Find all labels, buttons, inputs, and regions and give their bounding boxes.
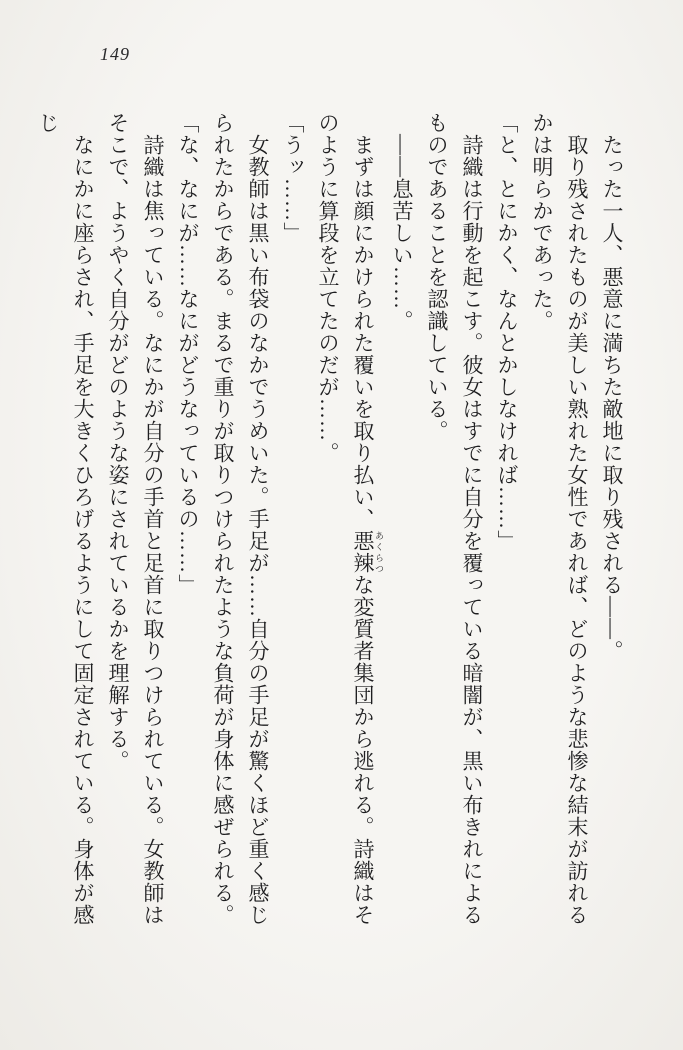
- paragraph: ——息苦しい……。: [390, 134, 414, 332]
- paragraph: まずは顔にかけられた覆いを取り払い、悪辣 あくらつな変質者集団から逃れる。詩織はそのように算段を立てたのだが……。: [316, 112, 384, 926]
- paragraph: 女教師は黒い布袋のなかでうめいた。手足が……自分の手足が驚くほど重く感じられたからである。まるで重りが取りつけられたような負荷が身体に感ぜられる。: [211, 112, 270, 926]
- paragraph: たった一人、悪意に満ちた敵地に取り残される——。: [600, 134, 624, 662]
- furigana-text: あくらつ: [374, 530, 384, 574]
- paragraph: 取り残されたものが美しい熟れた女性であれば、どのような悲惨な結末が訪れるかは明らかであった。: [530, 112, 589, 926]
- page-number: 149: [100, 44, 130, 64]
- paragraph: 「と、とにかく、なんとかしなければ……」: [495, 112, 519, 552]
- paragraph: 「な、なにが……なにがどうなっているの……」: [176, 112, 200, 596]
- paragraph: 「うッ……」: [281, 112, 305, 244]
- furigana-ruby: 悪辣 あくらつ: [351, 530, 384, 574]
- body-text: [30, 112, 629, 944]
- paragraph: 詩織は焦っている。なにかが自分の手首と足首に取りつけられている。女教師はそこで、ようやく自分がどのような姿にされているかを理解する。: [106, 112, 165, 926]
- paragraph: なにかに座らされ、手足を大きくひろげるようにして固定されている。身体が感じ: [36, 112, 95, 926]
- paragraph: 詩織は行動を起こす。彼女はすでに自分を覆っている暗闇が、黒い布きれによるものであることを認識している。: [425, 112, 484, 926]
